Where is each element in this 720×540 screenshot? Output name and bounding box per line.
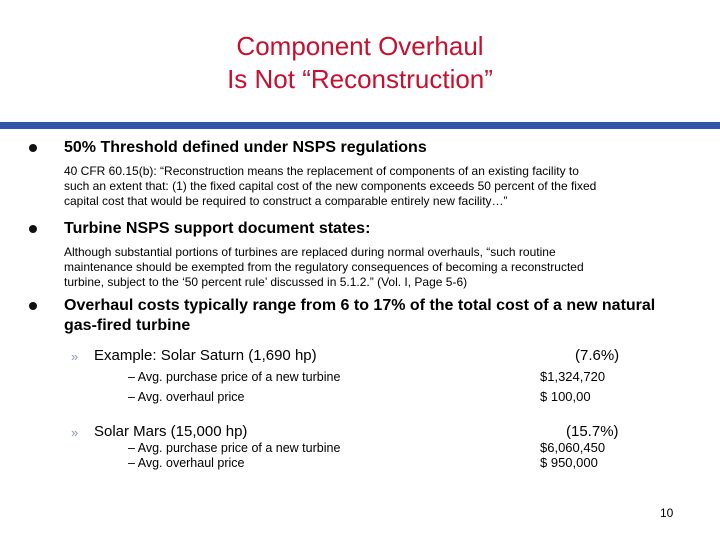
example-percent-mars: (15.7%) — [566, 423, 619, 440]
example-item-label: – Avg. purchase price of a new turbine — [128, 370, 341, 384]
title-divider — [0, 122, 720, 129]
page-number: 10 — [660, 506, 674, 520]
example-item-value: $ 100,00 — [540, 389, 591, 404]
bullet-heading-overhaul-costs-cont: gas-fired turbine — [64, 317, 191, 334]
bullet-dot — [29, 225, 37, 233]
bullet-dot — [29, 144, 37, 152]
title-line-2: Is Not “Reconstruction” — [227, 64, 493, 94]
example-item-label: – Avg. purchase price of a new turbine — [128, 441, 341, 455]
example-label-saturn: Example: Solar Saturn (1,690 hp) — [94, 347, 317, 364]
example-item-value: $1,324,720 — [540, 369, 606, 384]
bullet-detail-line: Although substantial portions of turbines are replaced during normal overhauls, “such routine — [64, 245, 556, 259]
example-item-value: $6,060,450 — [540, 440, 606, 455]
bullet-detail-line: turbine, subject to the ‘50 percent rule’ discussed in 5.1.2.” (Vol. I, Page 5-6) — [64, 275, 468, 289]
bullet-heading-threshold: 50% Threshold defined under NSPS regulations — [64, 139, 427, 156]
bullet-detail-line: such an extent that: (1) the fixed capital cost of the new components exceeds 50 percent of the fixed — [64, 179, 597, 193]
bullet-detail-line: capital cost that would be required to construct a comparable entirely new facility…” — [64, 194, 508, 208]
title-line-1: Component Overhaul — [236, 31, 484, 61]
slide-title — [0, 30, 720, 96]
example-item-label: – Avg. overhaul price — [128, 456, 245, 470]
example-percent-saturn: (7.6%) — [575, 347, 620, 364]
bullet-detail-line: 40 CFR 60.15(b): “Reconstruction means the replacement of components of an existing facility to — [64, 164, 579, 178]
bullet-heading-overhaul-costs: Overhaul costs typically range from 6 to 17% of the total cost of a new natural — [64, 297, 656, 314]
chevron-icon: » — [71, 425, 79, 440]
bullet-dot — [29, 302, 37, 310]
example-item-value: $ 950,000 — [540, 455, 598, 470]
bullet-heading-support-doc: Turbine NSPS support document states: — [64, 220, 371, 237]
example-item-label: – Avg. overhaul price — [128, 390, 245, 404]
bullet-detail-line: maintenance should be exempted from the regulatory consequences of becoming a reconstructed — [64, 260, 584, 274]
example-label-mars: Solar Mars (15,000 hp) — [94, 423, 248, 440]
chevron-icon: » — [71, 349, 79, 364]
